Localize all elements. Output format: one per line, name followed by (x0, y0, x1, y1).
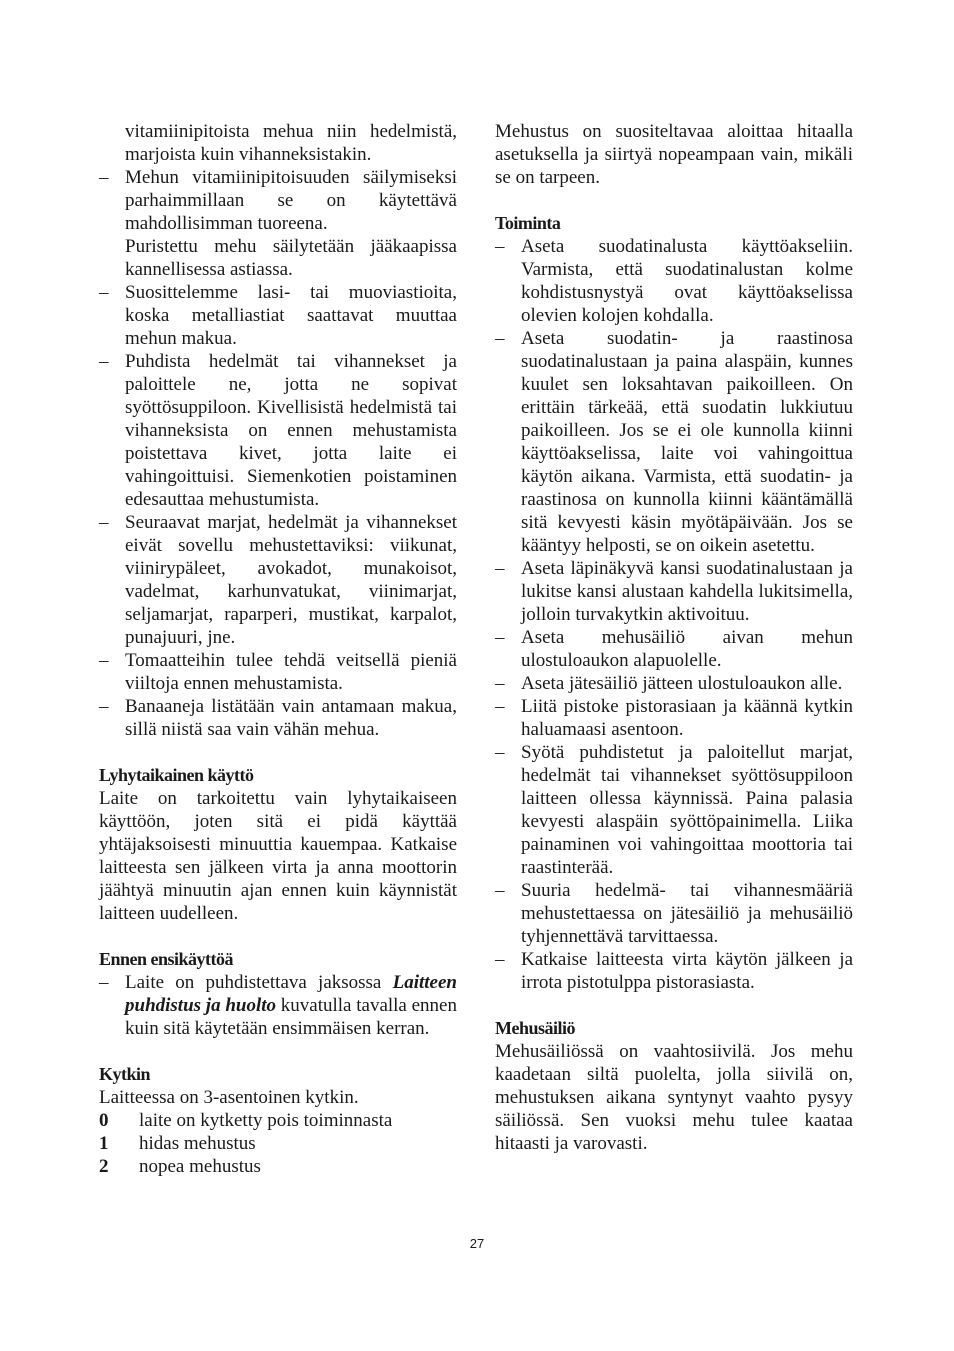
juice-container-paragraph: Mehusäiliössä on vaahtosiivilä. Jos mehu kaadetaan siltä puolelta, jolla siivilä on, mehustuksen aikana syntynyt vaahto pysyy säiliössä. Sen vuoksi mehu tulee kaataa hitaasti ja varovasti. (495, 1041, 853, 1154)
dash-bullet: – (99, 512, 109, 533)
list-item-text: Aseta jätesäiliö jätteen ulostuloaukon alle. (521, 673, 843, 694)
switch-setting-number: 1 (99, 1133, 109, 1154)
cross-reference: Laitteen puhdistus ja huolto (125, 972, 457, 1016)
list-item (99, 971, 457, 1040)
list-item (495, 879, 853, 948)
list-item (495, 557, 853, 626)
list-item (495, 672, 853, 695)
section-heading-short-use: Lyhytaikainen käyttö (99, 765, 254, 785)
section-heading-operation: Toiminta (495, 213, 561, 233)
list-item-text: Banaaneja listätään vain antamaan makua, sillä niistä saa vain vähän mehua. (125, 696, 457, 740)
dash-bullet: – (99, 972, 109, 993)
list-item-text: Aseta suodatinalusta käyttöakseliin. Varmista, että suodatinalustan kolme kohdistusnystyä ovat käyttöakselissa olevien kolojen kohdalla. (521, 236, 853, 326)
list-item (99, 511, 457, 649)
switch-paragraph: Laitteessa on 3-asentoinen kytkin. (99, 1087, 359, 1108)
switch-setting-label: laite on kytketty pois toiminnasta (139, 1110, 393, 1131)
list-item-text: Suosittelemme lasi- tai muoviastioita, koska metalliastiat saattavat muuttaa mehun makua. (125, 282, 457, 349)
list-item-text: Syötä puhdistetut ja paloitellut marjat, hedelmät tai vihannekset syöttösuppiloon laitteen ollessa käynnissä. Paina palasia kevyesti alaspäin syöttöpainimella. Liika painaminen voi vahingoittaa moottoria tai raastinterää. (521, 742, 853, 878)
dash-bullet: – (495, 558, 505, 579)
dash-bullet: – (495, 673, 505, 694)
dash-bullet: – (495, 742, 505, 763)
intro-paragraph: Mehustus on suositeltavaa aloittaa hitaalla asetuksella ja siirtyä nopeampaan vain, mikäli se on tarpeen. (495, 121, 853, 188)
dash-bullet: – (495, 880, 505, 901)
list-item-extra: Puristettu mehu säilytetään jääkaapissa kannellisessa astiassa. (125, 236, 457, 280)
list-item (99, 166, 457, 281)
switch-setting (99, 1155, 457, 1178)
switch-setting (99, 1109, 457, 1132)
switch-setting-number: 0 (99, 1110, 109, 1131)
list-item (495, 948, 853, 994)
section-heading-before-first-use: Ennen ensikäyttöä (99, 949, 234, 969)
list-item (99, 695, 457, 741)
section-heading-switch: Kytkin (99, 1064, 151, 1084)
list-item (495, 235, 853, 327)
intro-continuation: vitamiinipitoista mehua niin hedelmistä, marjoista kuin vihanneksistakin. (125, 121, 457, 165)
list-item-text: Puhdista hedelmät tai vihannekset ja paloittele ne, jotta ne sopivat syöttösuppiloon. Kivellisistä hedelmistä tai vihanneksista on ennen mehustamista poistettava kivet, jotta laite ei vahingoittuisi. Siemenkotien poistaminen edesauttaa mehustumista. (125, 351, 457, 510)
list-item (99, 350, 457, 511)
dash-bullet: – (495, 236, 505, 257)
list-item (495, 741, 853, 879)
dash-bullet: – (495, 328, 505, 349)
switch-setting-label: nopea mehustus (139, 1156, 261, 1177)
list-item-text: Mehun vitamiinipitoisuuden säilymiseksi parhaimmillaan se on käytettävä mahdollisimman tuoreena. (125, 167, 457, 234)
page-number: 27 (469, 1236, 485, 1251)
dash-bullet: – (99, 696, 109, 717)
before-first-text-a: Laite on puhdistettava jaksossa (125, 972, 393, 993)
list-item-text: Aseta suodatin- ja raastinosa suodatinalustaan ja paina alaspäin, kunnes kuulet sen loksahtavan paikoilleen. On erittäin tärkeää, että suodatin lukkiutuu paikoilleen. Jos se ei ole kunnolla kiinni käyttöakselissa, laite voi vahingoittua käytön aikana. Varmista, että suodatin- ja raastinosa on kunnolla kiinni kääntämällä sitä kevyesti käsin myötäpäivään. Jos se kääntyy helposti, se on oikein asetettu. (521, 328, 853, 556)
list-item (99, 281, 457, 350)
dash-bullet: – (99, 282, 109, 303)
list-item-text: Suuria hedelmä- tai vihannesmääriä mehustettaessa on jätesäiliö ja mehusäiliö tyhjennettävä tarvittaessa. (521, 880, 853, 947)
dash-bullet: – (99, 167, 109, 188)
list-item (495, 327, 853, 557)
list-item-text: Seuraavat marjat, hedelmät ja vihannekset eivät sovellu mehustettaviksi: viikunat, viinirypäleet, avokadot, munakoisot, vadelmat, karhunvatukat, viinimarjat, seljamarjat, raparperi, mustikat, karpalot, punajuuri, jne. (125, 512, 457, 648)
list-item-text: Tomaatteihin tulee tehdä veitsellä pieniä viiltoja ennen mehustamista. (125, 650, 457, 694)
short-use-paragraph: Laite on tarkoitettu vain lyhytaikaiseen käyttöön, joten sitä ei pidä käyttää yhtäjaksoisesti minuuttia kauempaa. Katkaise laitteesta sen jälkeen virta ja anna moottorin jäähtyä minuutin ajan ennen kuin käynnistät laitteen uudelleen. (99, 788, 457, 924)
switch-setting-label: hidas mehustus (139, 1133, 256, 1154)
list-item-text: Aseta läpinäkyvä kansi suodatinalustaan ja lukitse kansi alustaan kahdella lukitsimella, jolloin turvakytkin aktivoituu. (521, 558, 853, 625)
right-column (495, 120, 853, 1155)
left-column (99, 120, 457, 1178)
list-item-text: Aseta mehusäiliö aivan mehun ulostuloaukon alapuolelle. (521, 627, 853, 671)
switch-setting (99, 1132, 457, 1155)
dash-bullet: – (99, 650, 109, 671)
dash-bullet: – (495, 949, 505, 970)
list-item (495, 695, 853, 741)
dash-bullet: – (99, 351, 109, 372)
switch-setting-number: 2 (99, 1156, 109, 1177)
list-item-text: Liitä pistoke pistorasiaan ja käännä kytkin haluamaasi asentoon. (521, 696, 853, 740)
list-item-text: Katkaise laitteesta virta käytön jälkeen ja irrota pistotulppa pistorasiasta. (521, 949, 853, 993)
before-first-text-b: kuvatulla tavalla ennen kuin sitä käytetään ensimmäisen kerran. (125, 995, 457, 1039)
list-item (495, 626, 853, 672)
dash-bullet: – (495, 627, 505, 648)
dash-bullet: – (495, 696, 505, 717)
list-item (99, 649, 457, 695)
section-heading-juice-container: Mehusäiliö (495, 1018, 576, 1038)
